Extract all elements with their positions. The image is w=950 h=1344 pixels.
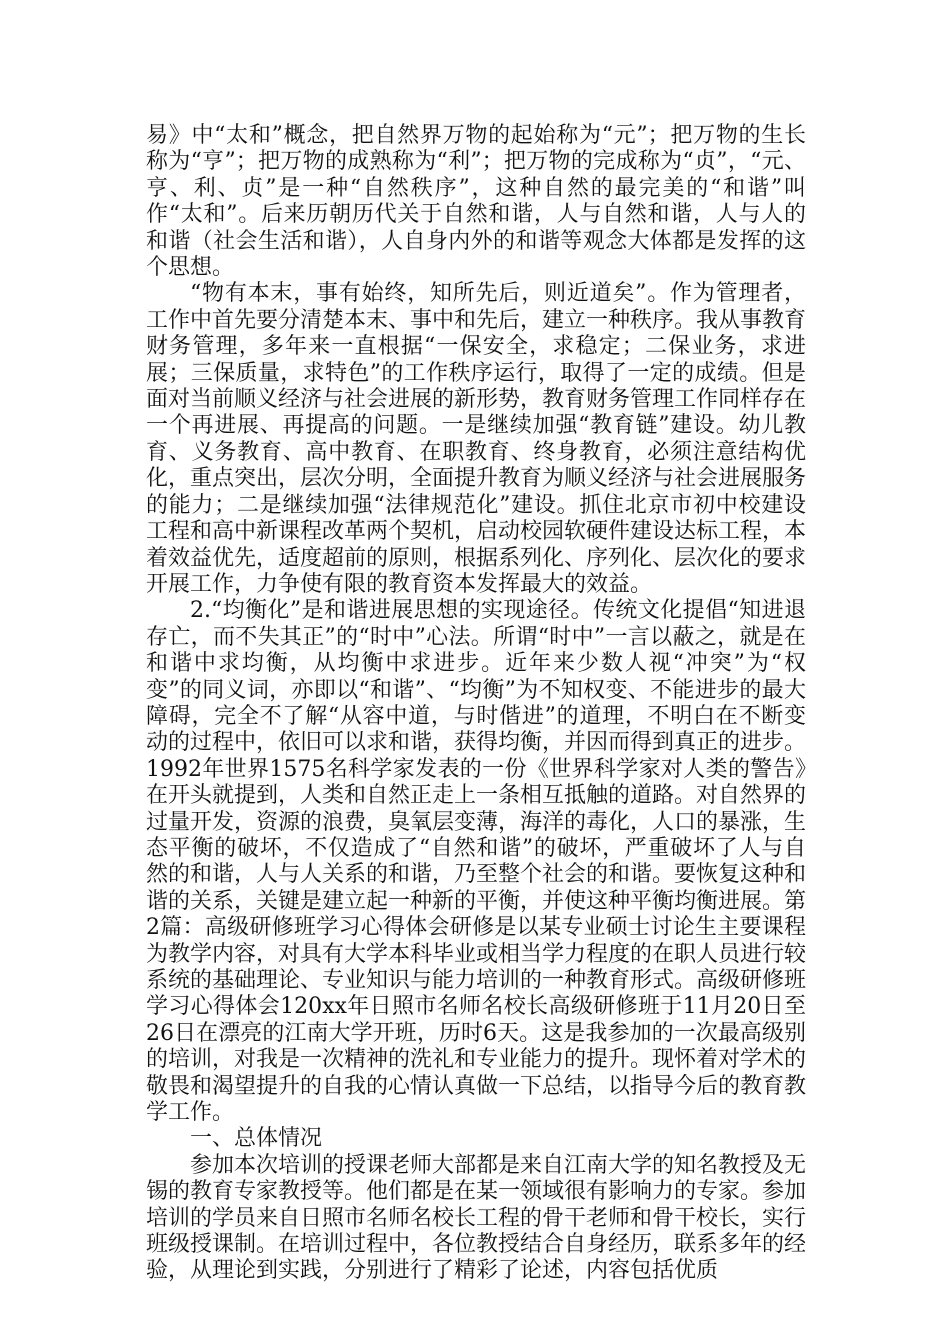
paragraph-order: “物有本末，事有始终，知所先后，则近道矣”。作为管理者，工作中首先要分清楚本末、事中和先后，建立一种秩序。我从事教育财务管理，多年来一直根据“一保安全，求稳定；二保业务，求进展；三保质量，求特色”的工作秩序运行，取得了一定的成绩。但是面对当前顺义经济与社会进展的新形势，教育财务管理工作同样存在一个再进展、再提高的问题。一是继续加强“教育链”建设。幼儿教育、义务教育、高中教育、在职教育、终身教育，必须注意结构优化，重点突出，层次分明，全面提升教育为顺义经济与社会进展服务的能力；二是继续加强“法律规范化”建设。抓住北京市初中校建设工程和高中新课程改革两个契机，启动校园软硬件建设达标工程，本着效益优先，适度超前的原则，根据系列化、序列化、层次化的要求开展工作，力争使有限的教育资本发挥最大的效益。 (146, 281, 807, 597)
section-heading-overview: 一、总体情况 (190, 1126, 323, 1152)
paragraph-balance: 2.“均衡化”是和谐进展思想的实现途径。传统文化提倡“知进退存亡，而不失其正”的“时中”心法。所谓“时中”一言以蔽之，就是在和谐中求均衡，从均衡中求进步。近年来少数人视“冲突”为“权变”的同义词，亦即以“和谐”、“均衡”为不知权变、不能进步的最大障碍，完全不了解“从容中道，与时偕进”的道理，不明白在不断变动的过程中，依旧可以求和谐，获得均衡，并因而得到真正的进步。1992年世界1575名科学家发表的一份《世界科学家对人类的警告》在开头就提到，人类和自然正走上一条相互抵触的道路。对自然界的过量开发，资源的浪费，臭氧层变薄，海洋的毒化，人口的暴涨，生态平衡的破坏，不仅造成了“自然和谐”的破坏，严重破坏了人与自然的和谐，人与人关系的和谐，乃至整个社会的和谐。要恢复这种和谐的关系，关键是建立起一种新的平衡，并使这种平衡均衡进展。第2篇：高级研修班学习心得体会研修是以某专业硕士讨论生主要课程为教学内容，对具有大学本科毕业或相当学力程度的在职人员进行较系统的基础理论、专业知识与能力培训的一种教育形式。高级研修班学习心得体会120xx年日照市名师名校长高级研修班于11月20日至26日在漂亮的江南大学开班，历时6天。这是我参加的一次最高级别的培训，对我是一次精神的洗礼和专业能力的提升。现怀着对学术的敬畏和渴望提升的自我的心情认真做一下总结，以指导今后的教育教学工作。 (146, 598, 807, 1126)
paragraph-taihe: 易》中“太和”概念，把自然界万物的起始称为“元”；把万物的生长称为“亨”；把万物的成熟称为“利”；把万物的完成称为“贞”，“元、亨、利、贞”是一种“自然秩序”，这种自然的最完美的“和谐”叫作“太和”。后来历朝历代关于自然和谐，人与自然和谐，人与人的和谐（社会生活和谐），人自身内外的和谐等观念大体都是发挥的这个思想。 (146, 123, 806, 281)
document-page (146, 123, 806, 1285)
paragraph-training: 参加本次培训的授课老师大部都是来自江南大学的知名教授及无锡的教育专家教授等。他们都是在某一领域很有影响力的专家。参加培训的学员来自日照市名师名校长工程的骨干老师和骨干校长，实行班级授课制。在培训过程中，各位教授结合自身经历，联系多年的经验，从理论到实践，分别进行了精彩了论述，内容包括优质 (146, 1152, 807, 1284)
